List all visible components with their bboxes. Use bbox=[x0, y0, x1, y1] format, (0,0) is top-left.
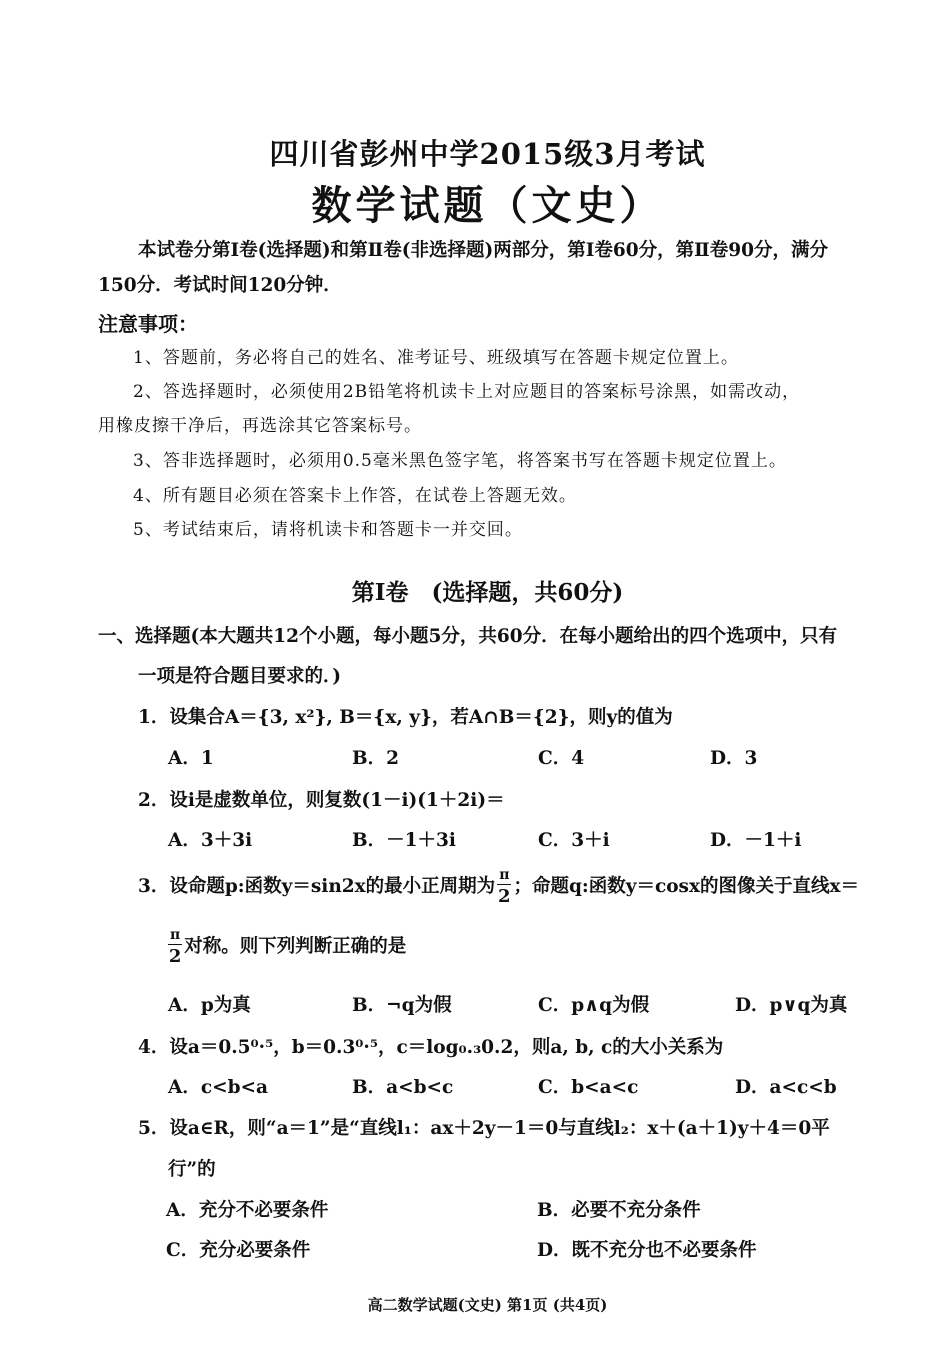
notice-heading: 注意事项： bbox=[98, 312, 198, 336]
notice-item-3: 3、答非选择题时，必须用0.5毫米黑色签字笔，将答案书写在答题卡规定位置上。 bbox=[133, 451, 787, 471]
notice-item-1: 1、答题前，务必将自己的姓名、准考证号、班级填写在答题卡规定位置上。 bbox=[133, 348, 739, 368]
page-footer: 高二数学试题(文史) 第1页 (共4页) bbox=[367, 1296, 608, 1314]
question-3-stem-part-1: 3．设命题p:函数y＝sin2x的最小正周期为 bbox=[138, 876, 496, 897]
fraction-numerator: π bbox=[170, 927, 181, 943]
question-2-option-b: B．－1＋3i bbox=[352, 830, 456, 851]
question-5-option-a: A．充分不必要条件 bbox=[166, 1200, 329, 1221]
question-3-option-b: B．¬q为假 bbox=[352, 995, 452, 1016]
pi-over-2-fraction bbox=[497, 868, 511, 906]
question-3-option-d: D．p∨q为真 bbox=[735, 995, 848, 1016]
part-instruction-line-1: 一、选择题(本大题共12个小题，每小题5分，共60分．在每小题给出的四个选项中，只有 bbox=[98, 626, 838, 647]
question-4-stem: 4．设a＝0.5⁰·⁵，b＝0.3⁰·⁵，c＝log₀.₃0.2，则a, b, c的大小关系为 bbox=[138, 1037, 724, 1058]
question-3-stem-line-2 bbox=[166, 928, 406, 966]
fraction-denominator: 2 bbox=[498, 886, 511, 907]
question-5-option-b: B．必要不充分条件 bbox=[537, 1200, 701, 1221]
question-5-option-d: D．既不充分也不必要条件 bbox=[537, 1240, 757, 1261]
question-1-stem: 1．设集合A＝{3, x²}, B＝{x, y}，若A∩B＝{2}，则y的值为 bbox=[138, 707, 673, 728]
question-1-option-c: C．4 bbox=[538, 748, 585, 769]
question-2-option-a: A．3＋3i bbox=[168, 830, 253, 851]
notice-item-2-cont: 用橡皮擦干净后，再选涂其它答案标号。 bbox=[98, 416, 422, 436]
question-4-option-c: C．b<a<c bbox=[538, 1077, 639, 1098]
part-instruction-line-2: 一项是符合题目要求的．) bbox=[138, 666, 342, 687]
question-1-option-d: D．3 bbox=[710, 748, 758, 769]
notice-item-5: 5、考试结束后，请将机读卡和答题卡一并交回。 bbox=[133, 520, 523, 540]
question-4-option-b: B．a<b<c bbox=[352, 1077, 454, 1098]
question-4-option-a: A．c<b<a bbox=[168, 1077, 269, 1098]
question-5-stem-line-1: 5．设a∈R，则“a＝1”是“直线l₁：ax＋2y－1＝0与直线l₂：x＋(a＋1)y＋4＝0平 bbox=[138, 1118, 830, 1139]
notice-item-2: 2、答选择题时，必须使用2B铅笔将机读卡上对应题目的答案标号涂黑，如需改动， bbox=[133, 382, 801, 402]
notice-item-4: 4、所有题目必须在答案卡上作答，在试卷上答题无效。 bbox=[133, 486, 577, 506]
intro-line-1: 本试卷分第Ⅰ卷(选择题)和第Ⅱ卷(非选择题)两部分，第Ⅰ卷60分，第Ⅱ卷90分，满分 bbox=[138, 240, 828, 261]
question-3-option-c: C．p∧q为假 bbox=[538, 995, 650, 1016]
question-3-stem-part-3: 对称。则下列判断正确的是 bbox=[184, 936, 407, 957]
question-2-option-d: D．－1＋i bbox=[710, 830, 802, 851]
question-3-option-a: A．p为真 bbox=[168, 995, 251, 1016]
pi-over-2-fraction bbox=[168, 928, 182, 966]
question-1-option-b: B．2 bbox=[352, 748, 400, 769]
exam-title: 四川省彭州中学2015级3月考试 bbox=[269, 137, 706, 171]
question-1-option-a: A．1 bbox=[168, 748, 214, 769]
question-3-stem-part-2: ；命题q:函数y＝cosx的图像关于直线x＝ bbox=[513, 876, 860, 897]
fraction-numerator: π bbox=[499, 867, 510, 883]
question-5-stem-line-2: 行”的 bbox=[168, 1159, 216, 1180]
question-2-stem: 2．设i是虚数单位，则复数(1－i)(1＋2i)＝ bbox=[138, 790, 505, 811]
question-5-option-c: C．充分必要条件 bbox=[166, 1240, 311, 1261]
question-4-option-d: D．a<c<b bbox=[735, 1077, 837, 1098]
question-2-option-c: C．3＋i bbox=[538, 830, 610, 851]
question-3-stem-line-1 bbox=[138, 868, 859, 906]
exam-subject-title: 数学试题（文史） bbox=[311, 182, 664, 229]
section-title: 第Ⅰ卷 (选择题，共60分) bbox=[351, 579, 624, 606]
fraction-denominator: 2 bbox=[168, 946, 182, 967]
intro-line-2: 150分．考试时间120分钟． bbox=[98, 275, 342, 296]
